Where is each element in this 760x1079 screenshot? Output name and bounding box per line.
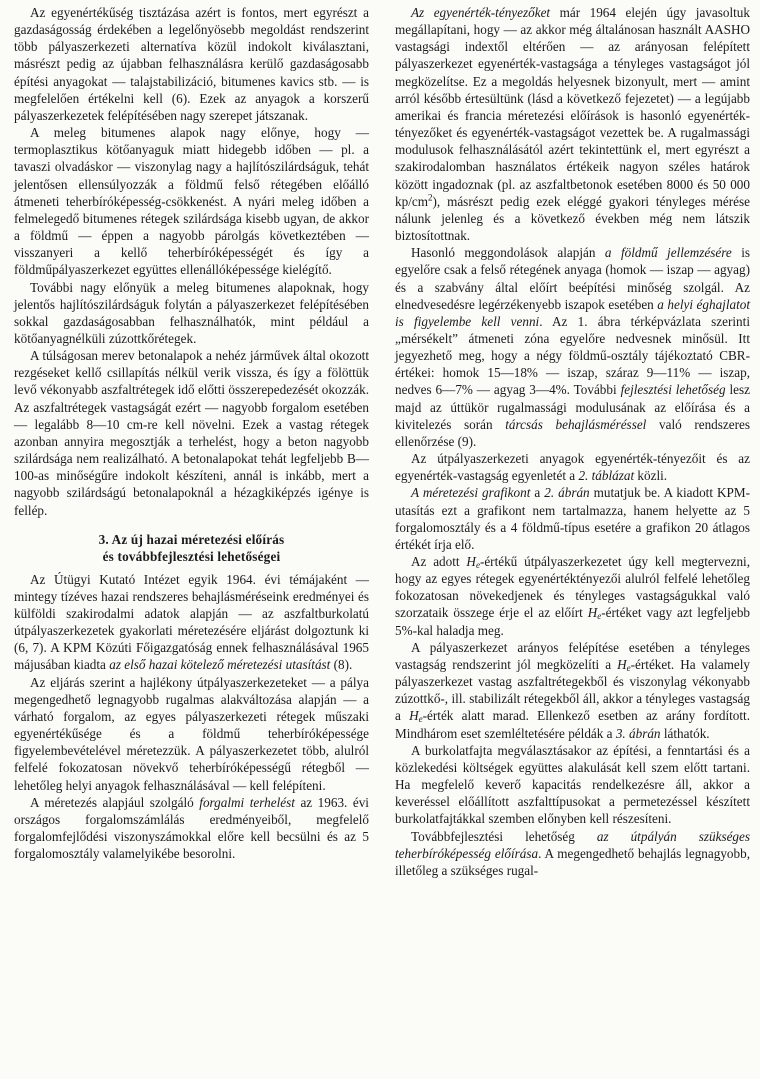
text-run: való rendszeres ellenőrzése (9).	[395, 416, 750, 449]
left-paragraphs-after-heading	[14, 571, 369, 863]
text-run: az 1963. évi országos forgalomszámlálás eredményeiből, megfelelő forgalomfejlődési viszonyszámokkal előre kell becsülni és az 5 forgalomosztály valamelyikébe besorolni.	[14, 794, 369, 862]
section-heading-line1: 3. Az új hazai méretezési előírás	[98, 531, 285, 547]
text-run: További nagy előnyük a meleg bitumenes alapoknak, hogy jelentős hajlítószilárdságuk folytán a pályaszerkezet felépítésében sokkal gazdaságosabban felhasználhatók, mint például a kötőanyagnélküli zúzottkőrétegek.	[14, 279, 369, 346]
paragraph	[14, 4, 369, 124]
text-run: A méretezés alapjául szolgáló	[30, 794, 200, 810]
text-run: . Az 1. ábra térképvázlata szerinti „mérsékelt” átmeneti zóna egyelőre nedvesnek minősül. Itt jegyezhető meg, hogy a négy földmű-osztály tájékoztató CBR-értékei: homok 15—18% — iszap, száraz 9—11% — iszap, nedves 6—7% — agyag 3—4%. További	[395, 313, 750, 398]
paragraph	[395, 484, 750, 553]
text-run: Hasonló meggondolások alapján	[411, 245, 605, 261]
italic-run: A méretezési grafikont	[411, 485, 531, 501]
italic-run: fejlesztési lehetőség	[620, 382, 726, 398]
paragraph	[14, 571, 369, 674]
text-run: Az adott	[411, 554, 467, 569]
paragraph	[14, 124, 369, 278]
text-run: Az eljárás szerint a hajlékony útpályaszerkezeteket — a pálya megengedhető legnagyobb rugalmas alakváltozása alapján — a várható forgalom, az egyes pályaszerkezeti rétegek műszaki egyenértékűsége és a földmű teherbíróképessége figyelembevételével méretezzük. A pályaszerkezetet több, alulról felfelé fokozatosan növekvő teherbíróképességű rétegből — lehetőleg helyi anyagok felhasználásával — kell felépíteni.	[14, 674, 369, 793]
paragraph	[14, 794, 369, 863]
text-run: A túlságosan merev betonalapok a nehéz járművek által okozott rezgéseket kellő csillapítás nélkül verik vissza, és így a fölöttük levő vékonyabb aszfaltrétegek idő előtti összerepedezését okozzák. Az aszfaltrétegek vastagságát ezért — nagyobb forgalom esetében — legalább 8—10 cm-re kell növelni. Ezek a vastag rétegek azonban annyira megosztják a terhelést, hogy a beton nagyobb szilárdsága nem realizálható. A betonalapokat tehát legfeljebb B—100-as minőségűre indokolt készíteni, annál is inkább, mert a nagyobb szilárdságú betonalapoknál a hézagkiképzés igénye is fellép.	[14, 348, 369, 518]
text-run: a	[530, 485, 545, 501]
paragraph	[395, 244, 750, 450]
italic-run: e	[418, 714, 423, 725]
italic-run: a földmű jellemzésére	[604, 245, 732, 261]
section-heading-line2: és továbbfejlesztési lehetőségei	[102, 548, 281, 564]
paragraph	[395, 4, 750, 244]
text-run: (8).	[330, 657, 353, 673]
italic-run: e	[475, 560, 480, 570]
text-run: Az Útügyi Kutató Intézet egyik 1964. évi témájaként — mintegy tízéves hazai rendszeres behajlásméréseink eredményei és külföldi szakirodalmi adatok alapján — az aszfaltburkolatú útpályaszerkezetek gyakorlati méretezésére eljárást dolgoztunk ki (6, 7). A KPM Közúti Főigazgatóság ennek felhasználásával 1965 májusában kiadta	[14, 571, 369, 673]
text-run: A burkolatfajta megválasztásakor az építési, a fenntartási és a közlekedési költségek együttes alakulását kell szem előtt tartani. Ha megfelelő keverő kapacitás rendelkezésre áll, akkor a keveréssel előállított aszfalttípusokat a permetezéssel készített burkolatfajtákkal szemben előnyben kell részesíteni.	[395, 742, 750, 827]
left-column	[14, 4, 369, 1079]
right-paragraphs	[395, 4, 750, 879]
text-run: már 1964 elején úgy javasoltuk megállapítani, hogy — az akkor még általánosan használt AASHO vastagsági indextől eltérően — az arányosan felépített pályaszerkezet egyenérték-vastagsága a tényleges vastagságot jól megközelítse. Ez a megoldás helyesnek bizonyult, mert — amint arról később értesültünk (lásd a következő fejezetet) — a legújabb amerikai és francia méretezési előírások is hasonló egyenérték-tényezőket és egyenérték-vastagságot vezettek be. A rugalmassági modulusok felhasználásától azért tekintettünk el, mert egyrészt a szakirodalomban használatos értékeik nagyon széles határok között ingadoznak (pl. az aszfaltbetonok esetében 8000 és 50 000 kp/cm	[395, 5, 750, 209]
italic-run: H	[466, 554, 476, 569]
text-run: -érték alatt marad. Ellenkező esetben az arány fordított. Mindhárom eset szemléltetésére példák a	[395, 708, 750, 741]
text-run: láthatók.	[660, 725, 710, 741]
text-run: mutatjuk be. A kiadott KPM-utasítás ezt a grafikont nem tartalmazza, hanem helyette az 5 forgalomosztály és a 4 földmű-típus esetére a grafikon 20 átlagos értékét írja elő.	[395, 485, 750, 552]
text-run: 2	[427, 192, 433, 203]
italic-run: 2. táblázat	[578, 468, 635, 484]
text-run: -értéket vagy azt legfeljebb 5%-kal haladja meg.	[395, 605, 751, 638]
italic-run: a helyi éghajlatot is figyelembe kell venni	[395, 296, 751, 329]
paragraph	[14, 674, 369, 794]
paragraph	[14, 347, 369, 519]
text-run: Az egyenértékűség tisztázása azért is fontos, mert egyrészt a gazdaságosság érdekében a legelőnyösebb megoldást rendszerint több pályaszerkezeti alternatíva közül indokolt kiválasztani, másrészt pedig az újabban felhasználásra kerülő gazdaságosabb építési anyagokat — talajstabilizáció, bitumenes kavics stb. — is megfelelően értékelni kell (6). Ezek az anyagok a korszerű pályaszerkezetek felépítésében nagy szerepet játszanak.	[14, 5, 369, 123]
text-run: A pályaszerkezet arányos felépítése esetében a tényleges vastagság rendszerint jól megközelíti a	[395, 639, 750, 672]
text-run: -értéket. Ha valamely pályaszerkezet vastag aszfaltrétegekből és viszonylag vékonyabb zúzottkő-, ill. stabilizált rétegekből áll, akkor a tényleges vastagság a	[395, 656, 750, 724]
italic-run: az első hazai kötelező méretezési utasítást	[109, 657, 331, 673]
text-run: Továbbfejlesztési lehetőség	[411, 828, 597, 844]
italic-run: 2. ábrán	[544, 485, 590, 501]
text-run: Az útpályaszerkezeti anyagok egyenérték-tényezőit és az egyenérték-vastagság egyenletét a	[395, 451, 750, 484]
paragraph	[395, 639, 750, 742]
text-run: lesz majd az úttükör rugalmassági modulusának az előírása és a kivitelezés során	[395, 382, 750, 432]
italic-run: e	[597, 611, 602, 622]
italic-run: H	[587, 605, 598, 621]
paragraph	[395, 742, 750, 828]
text-run: A meleg bitumenes alapok nagy előnye, hogy — termoplasztikus kötőanyaguk miatt hidegebb időben — pl. a tavaszi olvadáskor — viszonylag nagy a hajlítószilárdságuk, tehát jelentősen ellensúlyozzák a földmű felső rétegében előálló átmeneti teherbíróképesség-csökkenést. A nyári meleg időben a felmelegedő bitumenes rétegek szilárdsága kisebb ugyan, de akkor a földmű — éppen a nagyobb párolgás következtében — visszanyeri a kellő teherbíróképességét és így a földműpályaszerkezet együttes ellenállóképessége kielégítő.	[14, 125, 369, 278]
paragraph	[395, 828, 750, 879]
text-run: is egyelőre csak a felső rétegének anyaga (homok — iszap — agyag) és a szabvány által előírt beépítési minőség szolgál. Az elnedvesedésre legérzékenyebb iszapok esetében	[395, 245, 751, 312]
italic-run: H	[617, 656, 627, 672]
italic-run: forgalmi terhelést	[199, 794, 295, 810]
italic-run: Az egyenérték-tényezőket	[411, 5, 551, 20]
italic-run: H	[409, 708, 419, 724]
text-run: -értékű útpályaszerkezetet úgy kell megtervezni, hogy az egyes rétegek egyenértéktényezői alulról felfelé lehetőleg fokozatosan növekedjenek és tényleges vastagságukkal való szorzataik összege érje el az előírt	[395, 554, 750, 621]
paragraph	[395, 553, 750, 639]
right-column	[395, 4, 750, 1079]
italic-run: 3. ábrán	[615, 725, 661, 741]
italic-run: tárcsás behajlásméréssel	[505, 416, 647, 432]
paragraph	[14, 279, 369, 348]
text-run: ), másrészt pedig ezek eléggé gyakori tényleges mérése nálunk jelenleg és a következő években még nem látszik biztosítottnak.	[395, 193, 750, 244]
paragraph	[395, 450, 750, 484]
italic-run: e	[626, 662, 631, 673]
left-paragraphs	[14, 4, 369, 519]
text-run: közli.	[634, 468, 668, 484]
text-run: . A megengedhető behajlás legnagyobb, illetőleg a szükséges rugal-	[395, 845, 750, 878]
italic-run: az útpályán szükséges teherbíróképesség előírása	[395, 828, 751, 861]
section-heading	[14, 531, 369, 565]
